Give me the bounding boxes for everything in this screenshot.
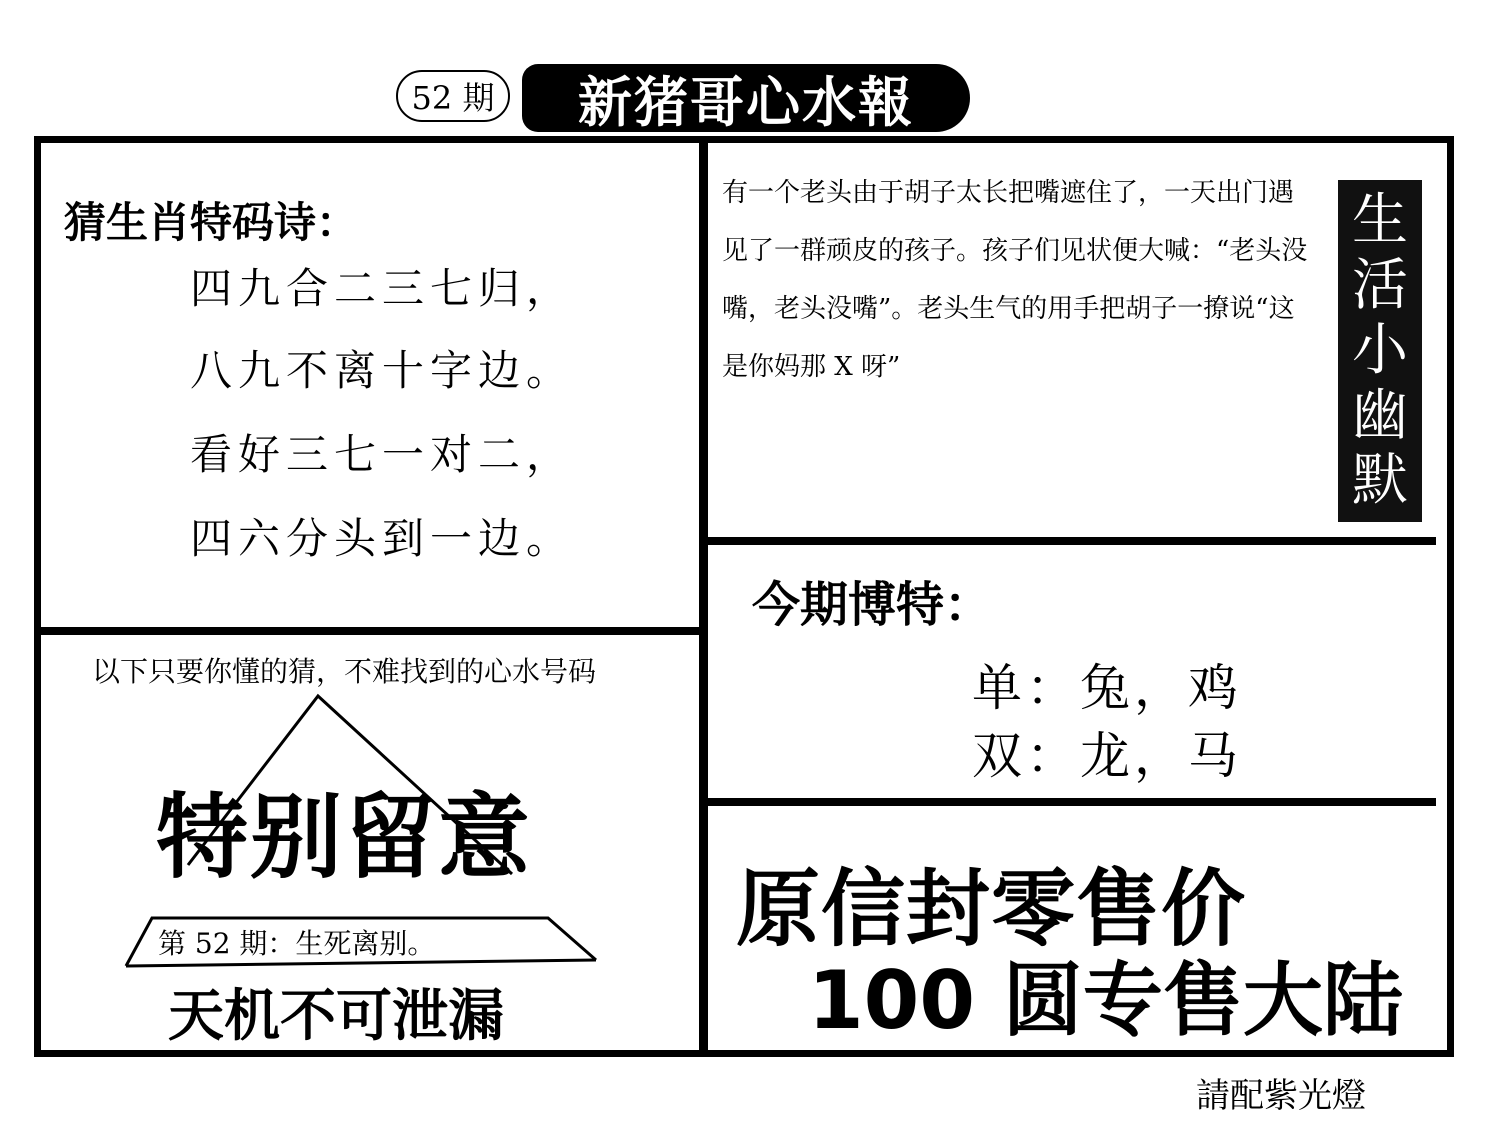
- footer-note: 請配紫光燈: [1196, 1076, 1366, 1116]
- special-single: 单：兔，鸡: [972, 659, 1242, 717]
- joke-badge-char-1: 生: [1352, 187, 1408, 253]
- joke-badge-char-5: 默: [1352, 448, 1408, 514]
- riddle-hint: 以下只要你懂的猜，不难找到的心水号码: [92, 655, 597, 688]
- joke-badge-char-3: 小: [1352, 317, 1408, 383]
- poem-title: 猜生肖特码诗：: [64, 198, 359, 247]
- riddle-answer: 第 52 期：生死离别。: [158, 927, 436, 960]
- masthead-title: 新猪哥心水報: [522, 64, 970, 132]
- joke-badge-char-2: 活: [1352, 252, 1408, 318]
- poem-line-4: 四六分头到一边。: [190, 514, 575, 563]
- center-divider: [699, 143, 708, 1050]
- riddle-footer: 天机不可泄漏: [168, 984, 504, 1049]
- issue-badge: 52 期: [396, 70, 510, 122]
- right-upper-divider: [708, 537, 1436, 545]
- special-heading: 今期博特：: [752, 577, 993, 633]
- joke-badge-char-4: 幽: [1352, 383, 1408, 449]
- poem-line-1: 四九合二三七归，: [190, 264, 575, 313]
- poem-line-3: 看好三七一对二，: [190, 430, 575, 479]
- joke-badge: [1338, 180, 1422, 522]
- price-line-2: 100 圆专售大陆: [808, 954, 1403, 1047]
- riddle-big-text: 特别留意: [156, 784, 533, 891]
- joke-text: 有一个老头由于胡子太长把嘴遮住了，一天出门遇见了一群顽皮的孩子。孩子们见状便大喊：“老头没嘴，老头没嘴”。老头生气的用手把胡子一撩说“这是你妈那 X 呀”: [722, 178, 1308, 382]
- right-lower-divider: [708, 798, 1436, 806]
- price-line-1: 原信封零售价: [736, 860, 1247, 958]
- special-double: 双：龙，马: [972, 727, 1242, 785]
- left-divider: [41, 627, 699, 635]
- poem-line-2: 八九不离十字边。: [190, 346, 575, 395]
